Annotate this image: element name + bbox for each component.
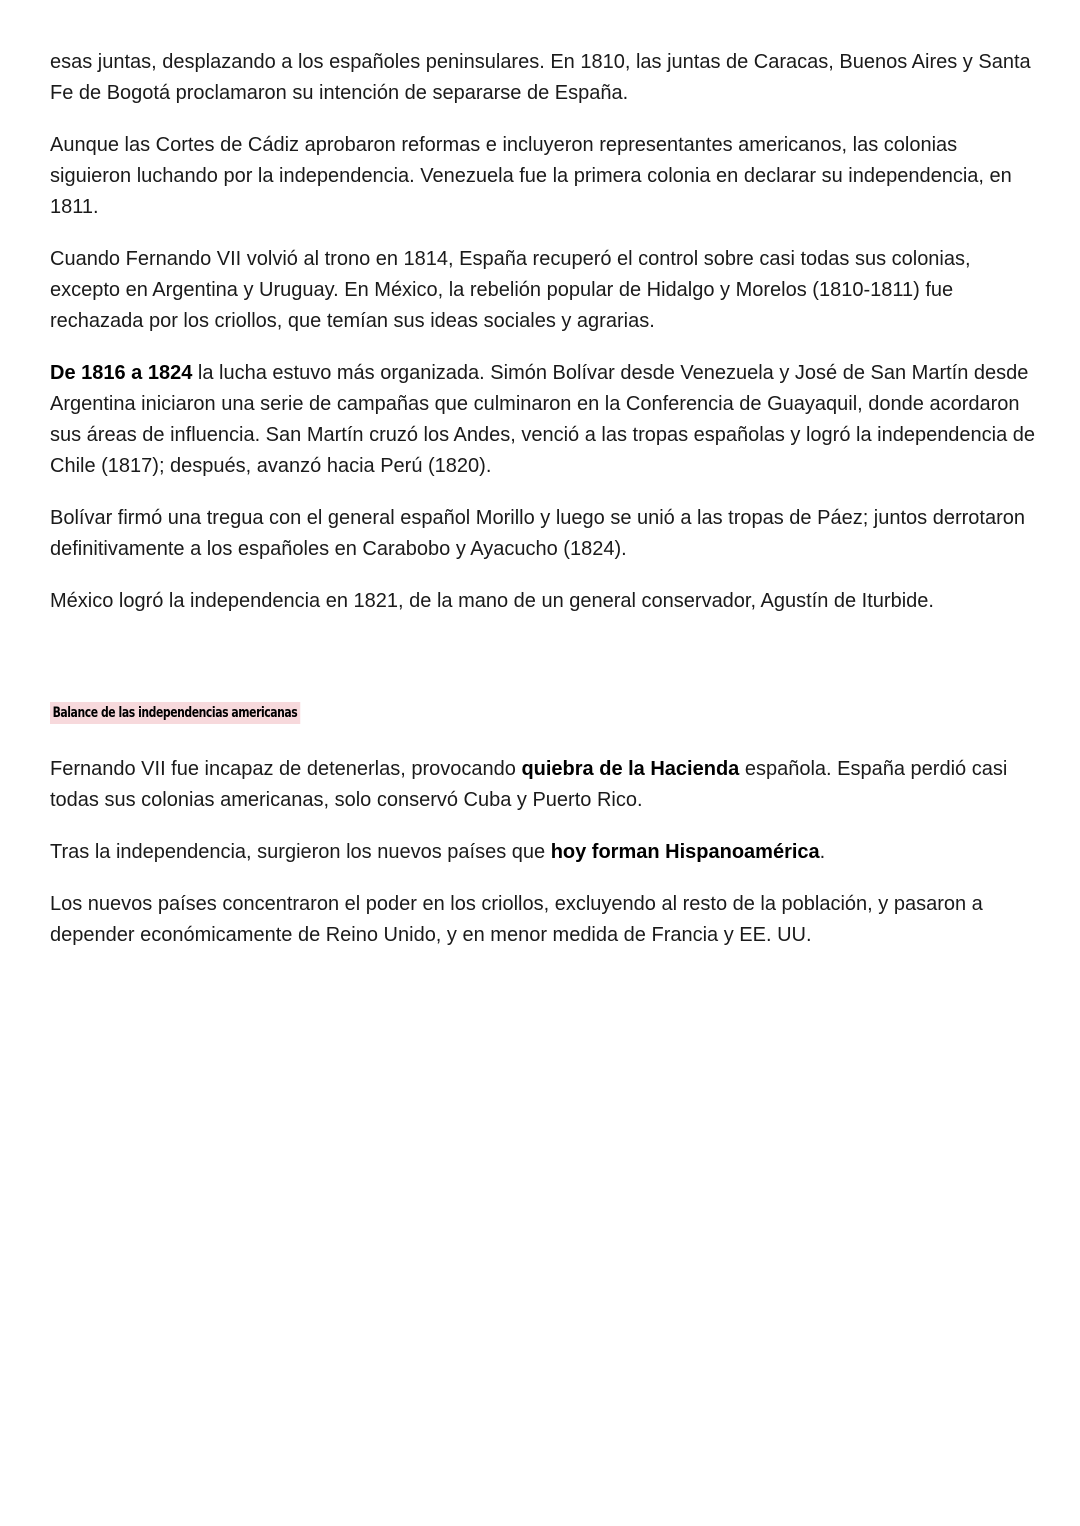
paragraph-text: española. España perdió casi todas sus colonias americanas, solo conservó Cuba y Puerto Rico. (50, 758, 1008, 811)
paragraph-quiebra (50, 754, 1040, 816)
paragraph-bolivar (50, 503, 1040, 565)
paragraph-mexico (50, 586, 1040, 617)
paragraph-text: Fernando VII fue incapaz de detenerlas, provocando (50, 758, 522, 780)
section-heading-wrapper (50, 702, 1040, 754)
paragraph-juntas (50, 47, 1040, 109)
paragraph-cortes-de-cadiz (50, 130, 1040, 223)
section-heading: Balance de las independencias americanas (50, 702, 300, 724)
paragraph-text: México logró la independencia en 1821, de la mano de un general conservador, Agustín de Iturbide. (50, 590, 934, 612)
paragraph-text: . (819, 841, 826, 863)
bold-phrase: De 1816 a 1824 (50, 362, 193, 384)
paragraph-text: Tras la independencia, surgieron los nuevos países que (50, 841, 551, 863)
paragraph-criollos (50, 889, 1040, 951)
bold-phrase: hoy forman Hispanoamérica (550, 841, 820, 863)
paragraph-text: Aunque las Cortes de Cádiz aprobaron reformas e incluyeron representantes americanos, las colonias siguieron luchando por la independencia. Venezuela fue la primera colonia en declarar su independencia, en 1811. (50, 134, 1012, 218)
section-spacer (50, 638, 1040, 702)
paragraph-text: Los nuevos países concentraron el poder en los criollos, excluyendo al resto de la población, y pasaron a depender económicamente de Reino Unido, y en menor medida de Francia y EE. UU. (50, 893, 983, 946)
document-page (50, 47, 1040, 972)
paragraph-text: Bolívar firmó una tregua con el general español Morillo y luego se unió a las tropas de Páez; juntos derrotaron definitivamente a los españoles en Carabobo y Ayacucho (1824). (50, 507, 1026, 560)
paragraph-text: Cuando Fernando VII volvió al trono en 1814, España recuperó el control sobre casi todas sus colonias, excepto en Argentina y Uruguay. En México, la rebelión popular de Hidalgo y Morelos (1810-1811) fue rechazada por los criollos, que temían sus ideas sociales y agrarias. (50, 248, 971, 332)
paragraph-1816-1824 (50, 358, 1040, 482)
paragraph-text: esas juntas, desplazando a los españoles peninsulares. En 1810, las juntas de Caracas, Buenos Aires y Santa Fe de Bogotá proclamaron su intención de separarse de España. (50, 51, 1031, 104)
paragraph-text: la lucha estuvo más organizada. Simón Bolívar desde Venezuela y José de San Martín desde Argentina iniciaron una serie de campañas que culminaron en la Conferencia de Guayaquil, donde acordaron sus áreas de influencia. San Martín cruzó los Andes, venció a las tropas españolas y logró la independencia de Chile (1817); después, avanzó hacia Perú (1820). (50, 362, 1036, 477)
paragraph-fernando-vii (50, 244, 1040, 337)
bold-phrase: quiebra de la Hacienda (521, 758, 740, 780)
paragraph-hispanoamerica (50, 837, 1040, 868)
